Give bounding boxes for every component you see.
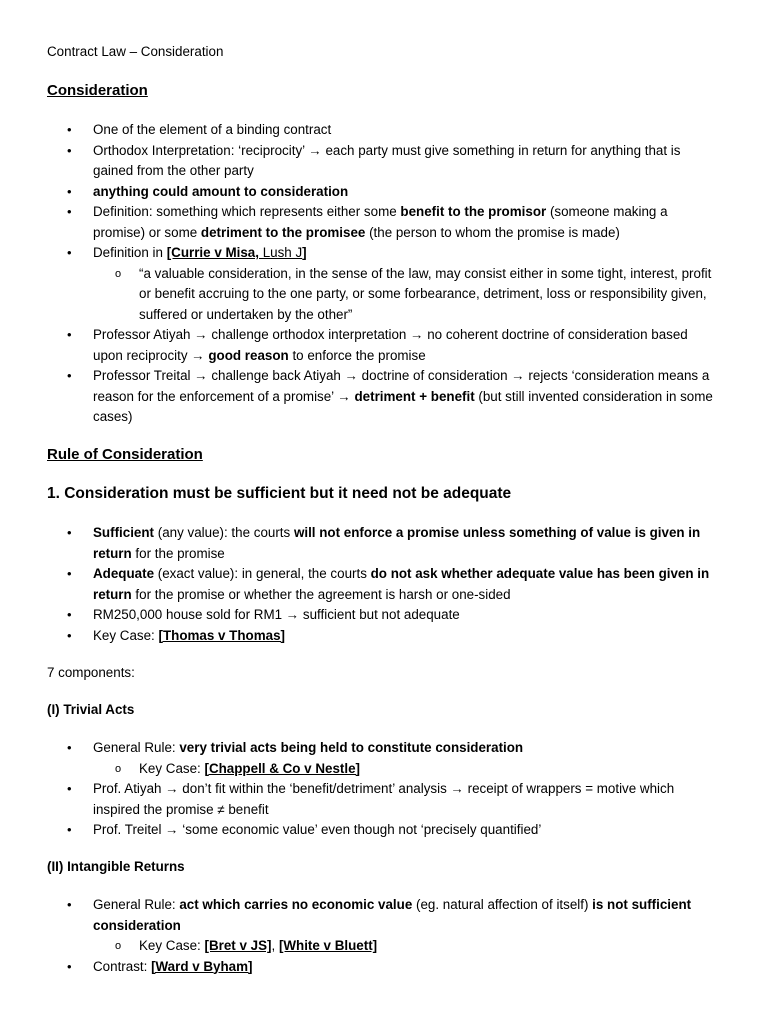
list-item: • Adequate (exact value): in general, the courts do not ask whether adequate value has been given in return for the promise or whether the agreement is harsh or one-sided <box>0 564 768 605</box>
section-heading-rule: Rule of Consideration <box>47 446 203 463</box>
consideration-list <box>0 120 768 428</box>
list-item: • Orthodox Interpretation: ‘reciprocity’ → each party must give something in return for anything that is gained from the other party <box>0 141 768 182</box>
list-item: • Definition: something which represents either some benefit to the promisor (someone making a promise) or some detriment to the promisee (the person to whom the promise is made) <box>0 202 768 243</box>
list-item: o Key Case: [Chappell & Co v Nestle] <box>0 759 768 780</box>
rule-list <box>0 523 768 646</box>
section-heading-consideration: Consideration <box>47 82 148 99</box>
list-item: • Professor Atiyah → challenge orthodox interpretation → no coherent doctrine of consideration based upon reciprocity → good reason to enforce the promise <box>0 325 768 366</box>
list-item-quote: o “a valuable consideration, in the sense of the law, may consist either in some tight, interest, profit or benefit accruing to the one party, or some forbearance, detriment, loss or responsibility given, suffered or undertaken by the other” <box>0 264 768 326</box>
list-item: • Professor Treital → challenge back Atiyah → doctrine of consideration → rejects ‘consideration means a reason for the enforcement of a promise’ → detriment + benefit (but still invented consideration in some cases) <box>0 366 768 428</box>
list-item: o Key Case: [Bret v JS], [White v Bluett] <box>0 936 768 957</box>
intangible-list <box>0 895 768 977</box>
trivial-list <box>0 738 768 841</box>
case-citation: [Currie v Misa, <box>166 245 259 260</box>
list-item: • Key Case: [Thomas v Thomas] <box>0 626 768 647</box>
case-citation: [Ward v Byham] <box>151 958 253 974</box>
list-item: • Contrast: [Ward v Byham] <box>0 957 768 978</box>
components-label: 7 components: <box>47 665 135 680</box>
list-item: • Prof. Treitel → ‘some economic value’ even though not ‘precisely quantified’ <box>0 820 768 841</box>
case-citation: [Thomas v Thomas] <box>158 627 285 643</box>
list-item: • General Rule: very trivial acts being held to constitute consideration <box>0 738 768 759</box>
subheading-trivial-acts: (I) Trivial Acts <box>47 702 135 717</box>
list-item: • General Rule: act which carries no economic value (eg. natural affection of itself) is not sufficient consideration <box>0 895 768 936</box>
list-item: • RM250,000 house sold for RM1 → sufficient but not adequate <box>0 605 768 626</box>
case-citation: [White v Bluett] <box>278 938 378 953</box>
rule-heading: 1. Consideration must be sufficient but it need not be adequate <box>47 485 512 502</box>
document-header: Contract Law – Consideration <box>47 44 224 59</box>
list-item: • One of the element of a binding contract <box>0 120 768 141</box>
case-citation: [Bret v JS] <box>204 938 272 953</box>
list-item: • Definition in [Currie v Misa, Lush J] <box>0 243 768 264</box>
case-citation: [Chappell & Co v Nestle] <box>204 760 361 776</box>
list-item: • Prof. Atiyah → don’t fit within the ‘benefit/detriment’ analysis → receipt of wrappers = motive which inspired the promise ≠ benefit <box>0 779 768 820</box>
list-item: • Sufficient (any value): the courts will not enforce a promise unless something of value is given in return for the promise <box>0 523 768 564</box>
subheading-intangible-returns: (II) Intangible Returns <box>47 859 185 874</box>
list-item: • anything could amount to consideration <box>0 182 768 203</box>
